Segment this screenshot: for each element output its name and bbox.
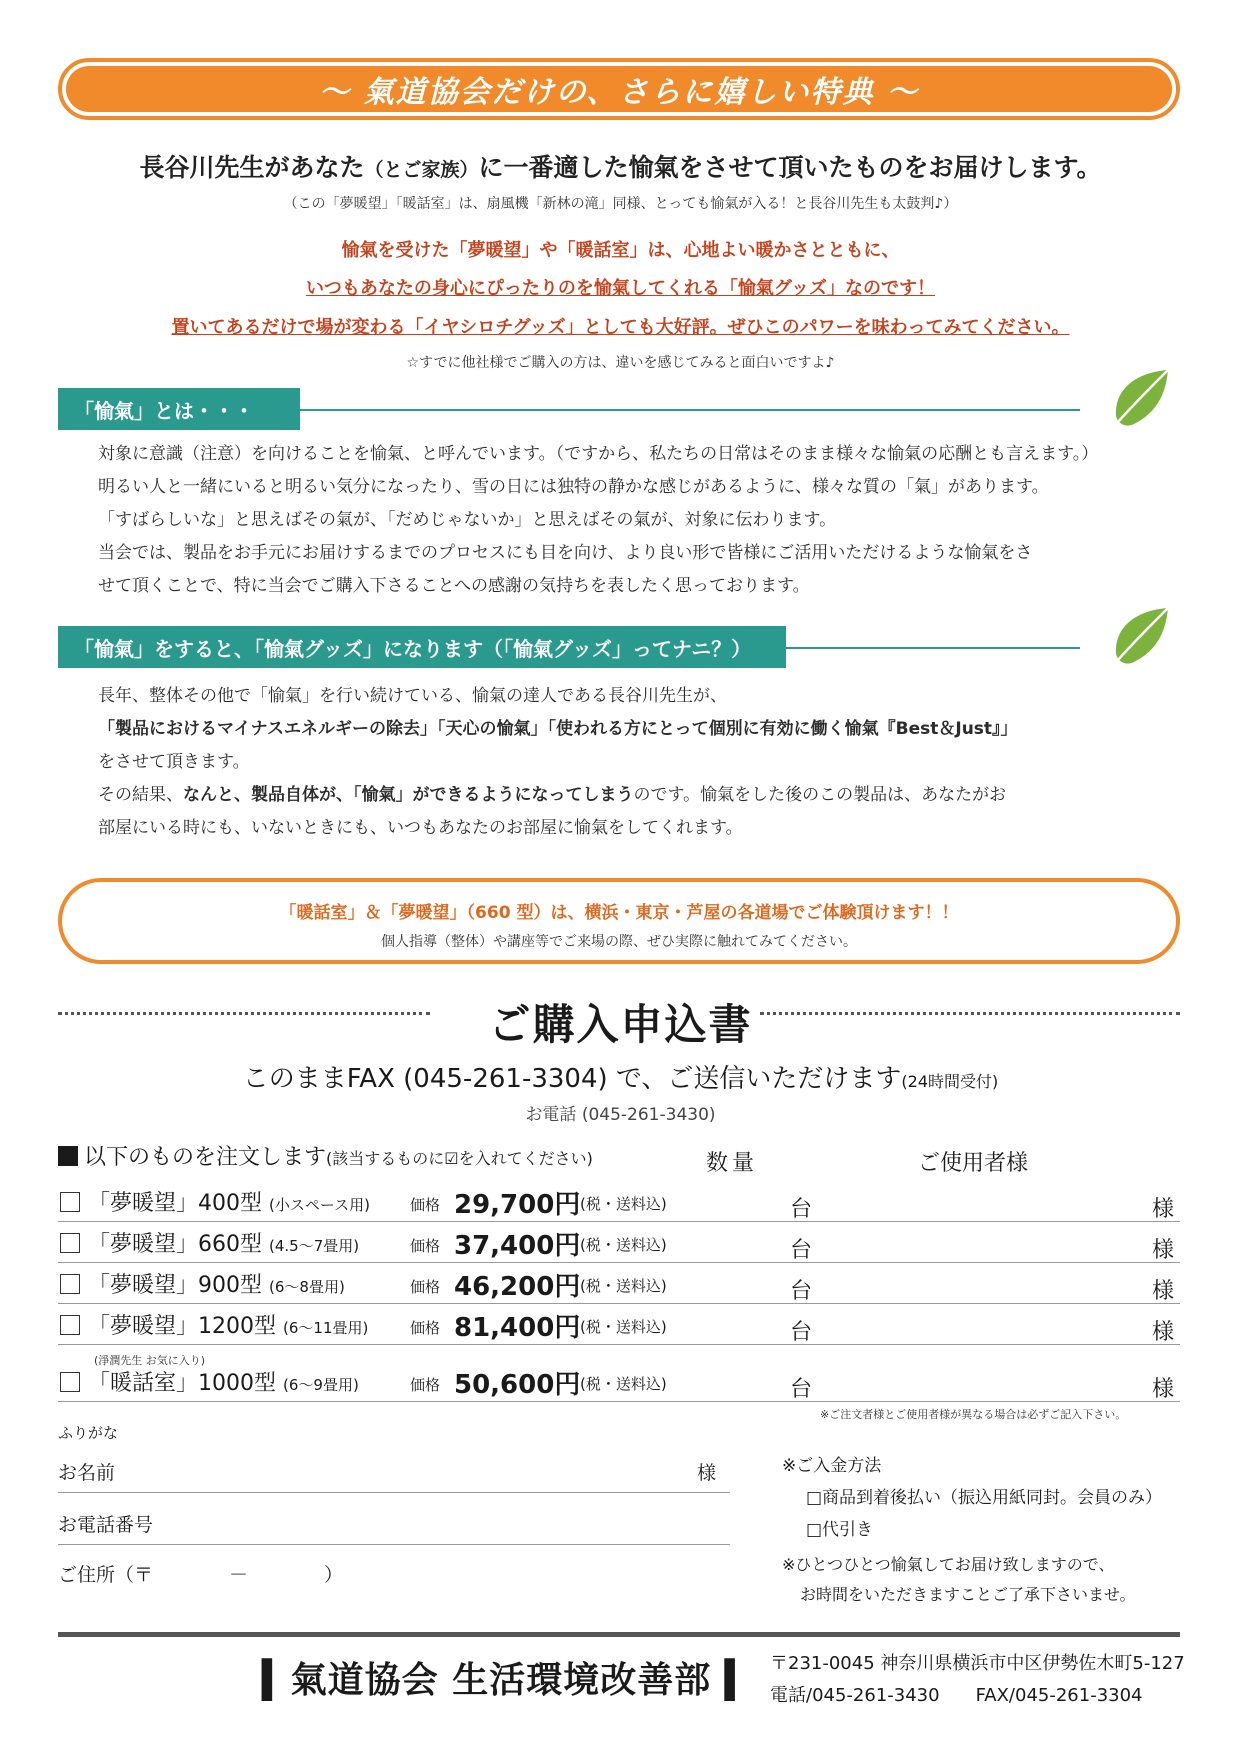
price-label: 価格 xyxy=(410,1376,441,1394)
sama-label: 様 xyxy=(1151,1238,1174,1263)
fax-number: FAX/045-261-3304 xyxy=(975,1685,1143,1706)
section2-heading: 「愉氣」をすると、「愉氣グッズ」になります（「愉氣グッズ」ってナニ？） xyxy=(58,626,786,668)
fax-line xyxy=(0,1058,1241,1095)
product-price: 46,200円 xyxy=(454,1272,581,1302)
phone-label: お電話番号 xyxy=(58,1514,154,1536)
section2-body xyxy=(98,680,1188,845)
product-row xyxy=(58,1360,1180,1402)
intro-sub: （この「夢暖望」「暖話室」は、扇風機「新林の滝」同様、とっても愉氣が入る！と長谷川先生も太鼓判♪） xyxy=(283,196,958,212)
section2-rule xyxy=(786,647,1080,649)
product-checkbox[interactable] xyxy=(60,1315,80,1335)
unit-label: 台 xyxy=(790,1377,813,1402)
product-spec: (6〜9畳用) xyxy=(283,1376,359,1394)
fax-hours: (24時間受付) xyxy=(901,1072,999,1091)
contact-numbers xyxy=(770,1680,1185,1712)
fax-text: このままFAX (045-261-3304) で、ご送信いただけます xyxy=(242,1064,902,1094)
highlight-line-2: いつもあなたの身心にぴったりのを愉氣してくれる「愉氣グッズ」なのです！ xyxy=(305,278,936,299)
unit-label: 台 xyxy=(790,1197,813,1222)
intro-main-c: に一番適した愉氣をさせて頂いたものをお届けします。 xyxy=(478,153,1102,182)
order-head-text: 以下のものを注文します xyxy=(84,1145,327,1170)
section2-line-5: 部屋にいる時にも、いないときにも、いつもあなたのお部屋に愉氣をしてくれます。 xyxy=(98,818,743,838)
sama-label: 様 xyxy=(1151,1320,1174,1345)
user-column-head: ご使用者様 xyxy=(918,1151,1029,1176)
product-name-text: 「夢暖望」660型 xyxy=(88,1232,262,1257)
product-price: 29,700円 xyxy=(454,1190,581,1220)
payment-option-after-delivery[interactable]: □商品到着後払い（振込用紙同封。会員のみ） xyxy=(806,1488,1163,1508)
delivery-note-line-2: お時間をいただきますことご了承下さいませ。 xyxy=(800,1585,1136,1604)
product-row xyxy=(58,1303,1180,1345)
product-spec: (4.5〜7畳用) xyxy=(269,1237,360,1255)
section2-line-2: 「製品におけるマイナスエネルギーの除去」「天心の愉氣」「使われる方にとって個別に有効に働く愉氣『Best＆Just』」 xyxy=(98,719,1018,739)
product-name xyxy=(88,1227,359,1258)
furigana-label: ふりがな xyxy=(58,1424,119,1442)
delivery-note xyxy=(782,1550,1136,1610)
order-head xyxy=(58,1140,593,1171)
section1-line: 明るい人と一緒にいると明るい気分になったり、雪の日には独特の静かな感じがあるように、様々な質の「氣」があります。 xyxy=(98,477,1049,497)
unit-label: 台 xyxy=(790,1320,813,1345)
leaf-icon xyxy=(1108,366,1172,430)
name-field[interactable] xyxy=(58,1458,730,1493)
line4-c: のです。愉氣をした後のこの製品は、あなたがお xyxy=(633,785,1007,805)
special-benefit-banner xyxy=(58,58,1180,120)
highlight-line-3: 置いてあるだけで場が変わる「イヤシロチグッズ」としても大好評。ぜひこのパワーを味わってみてください。 xyxy=(171,317,1070,338)
phone-number: 電話/045-261-3430 xyxy=(770,1685,940,1706)
banner-title: 〜 氣道協会だけの、さらに嬉しい特典 〜 xyxy=(66,66,1172,112)
tax-label: (税・送料込) xyxy=(580,1375,667,1393)
price-label: 価格 xyxy=(410,1237,441,1255)
product-name-text: 「暖話室」1000型 xyxy=(88,1371,276,1396)
payment-title: ※ご入金方法 xyxy=(782,1456,882,1476)
experience-box xyxy=(58,878,1180,964)
organization-name: ▍氣道協会 生活環境改善部 ▍ xyxy=(262,1660,754,1701)
qty-column-head: 数量 xyxy=(706,1151,759,1176)
section1-heading: 「愉氣」とは・・・ xyxy=(58,388,300,430)
product-name-text: 「夢暖望」900型 xyxy=(88,1273,262,1298)
product-name xyxy=(88,1268,345,1299)
section1-line: 対象に意識（注意）を向けることを愉氣、と呼んでいます。（ですから、私たちの日常はそのまま様々な愉氣の応酬とも言えます。） xyxy=(98,444,1099,464)
product-row xyxy=(58,1262,1180,1304)
intro-main-b: （とご家族） xyxy=(364,159,479,181)
line4-a: その結果、 xyxy=(98,785,183,805)
product-checkbox[interactable] xyxy=(60,1233,80,1253)
product-price: 50,600円 xyxy=(454,1370,581,1400)
product-price: 37,400円 xyxy=(454,1231,581,1261)
name-sama: 様 xyxy=(696,1462,716,1484)
price-label: 価格 xyxy=(410,1278,441,1296)
product-checkbox[interactable] xyxy=(60,1372,80,1392)
payment-method xyxy=(782,1450,1162,1546)
intro-main-a: 長谷川先生があなた xyxy=(139,153,365,182)
delivery-note-line-1: ※ひとつひとつ愉氣してお届け致しますので、 xyxy=(782,1555,1115,1574)
line4-b: なんと、製品自体が、「愉氣」ができるようになってしまう xyxy=(183,785,634,805)
black-square-icon xyxy=(58,1146,78,1166)
unit-label: 台 xyxy=(790,1238,813,1263)
contact-block xyxy=(770,1648,1185,1712)
product-name xyxy=(88,1186,370,1217)
tax-label: (税・送料込) xyxy=(580,1195,667,1213)
star-note: ☆すでに他社様でご購入の方は、違いを感じてみると面白いですよ♪ xyxy=(406,355,835,371)
product-name-text: 「夢暖望」1200型 xyxy=(88,1314,276,1339)
product-name-text: 「夢暖望」400型 xyxy=(88,1191,262,1216)
product-checkbox[interactable] xyxy=(60,1274,80,1294)
product-row xyxy=(58,1221,1180,1263)
experience-line-1: 「暖話室」＆「夢暖望」（660 型）は、横浜・東京・芦屋の各道場でご体験頂けます！！ xyxy=(279,903,959,923)
price-label: 価格 xyxy=(410,1319,441,1337)
product-spec: (6〜8畳用) xyxy=(269,1278,345,1296)
section2-line-1: 長年、整体その他で「愉氣」を行い続けている、愉氣の達人である長谷川先生が、 xyxy=(98,686,727,706)
price-label: 価格 xyxy=(410,1196,441,1214)
product-price: 81,400円 xyxy=(454,1313,581,1343)
product-name xyxy=(88,1366,359,1397)
postal-address: 〒231-0045 神奈川県横浜市中区伊勢佐木町5-127 xyxy=(770,1653,1185,1674)
section1-line: 「すばらしいな」と思えばその氣が、「だめじゃないか」と思えばその氣が、対象に伝わります。 xyxy=(98,510,837,530)
section1-line: せて頂くことで、特に当会でご購入下さることへの感謝の気持ちを表したく思っております。 xyxy=(98,576,810,596)
leaf-icon xyxy=(1108,604,1172,668)
sama-label: 様 xyxy=(1151,1377,1174,1402)
order-head-note: (該当するものに☑を入れてください) xyxy=(326,1149,593,1168)
payment-option-cod[interactable]: □代引き xyxy=(806,1520,874,1540)
tax-label: (税・送料込) xyxy=(580,1236,667,1254)
sama-label: 様 xyxy=(1151,1197,1174,1222)
product-checkbox[interactable] xyxy=(60,1192,80,1212)
intro-main xyxy=(0,148,1241,184)
tel-line: お電話 (045-261-3430) xyxy=(525,1105,716,1125)
different-user-note: ※ご注文者様とご使用者様が異なる場合は必ずご記入下さい。 xyxy=(820,1408,1127,1421)
favorite-note: (淨潤先生 お気に入り) xyxy=(94,1354,206,1367)
product-row xyxy=(58,1180,1180,1222)
unit-label: 台 xyxy=(790,1279,813,1304)
section1-line: 当会では、製品をお手元にお届けするまでのプロセスにも目を向け、より良い形で皆様にご活用いただけるような愉氣をさ xyxy=(98,543,1033,563)
name-label: お名前 xyxy=(58,1462,116,1484)
highlight-line-1: 愉氣を受けた「夢暖望」や「暖話室」は、心地よい暖かさとともに、 xyxy=(341,240,900,261)
section2-line-3: をさせて頂きます。 xyxy=(98,752,250,772)
section1-rule xyxy=(300,409,1080,411)
form-title: ご購入申込書 xyxy=(488,1000,753,1049)
address-field[interactable]: ご住所（〒 － ） xyxy=(58,1564,344,1586)
phone-field[interactable] xyxy=(58,1510,730,1545)
tax-label: (税・送料込) xyxy=(580,1318,667,1336)
product-spec: (小スペース用) xyxy=(269,1196,370,1214)
product-spec: (6〜11畳用) xyxy=(283,1319,369,1337)
section1-body xyxy=(98,438,1188,603)
section2-line-4 xyxy=(98,779,1188,812)
experience-line-2: 個人指導（整体）や講座等でご来場の際、ぜひ実際に触れてみてください。 xyxy=(381,934,857,950)
tax-label: (税・送料込) xyxy=(580,1277,667,1295)
footer-rule xyxy=(58,1632,1180,1637)
product-name xyxy=(88,1309,368,1340)
sama-label: 様 xyxy=(1151,1279,1174,1304)
